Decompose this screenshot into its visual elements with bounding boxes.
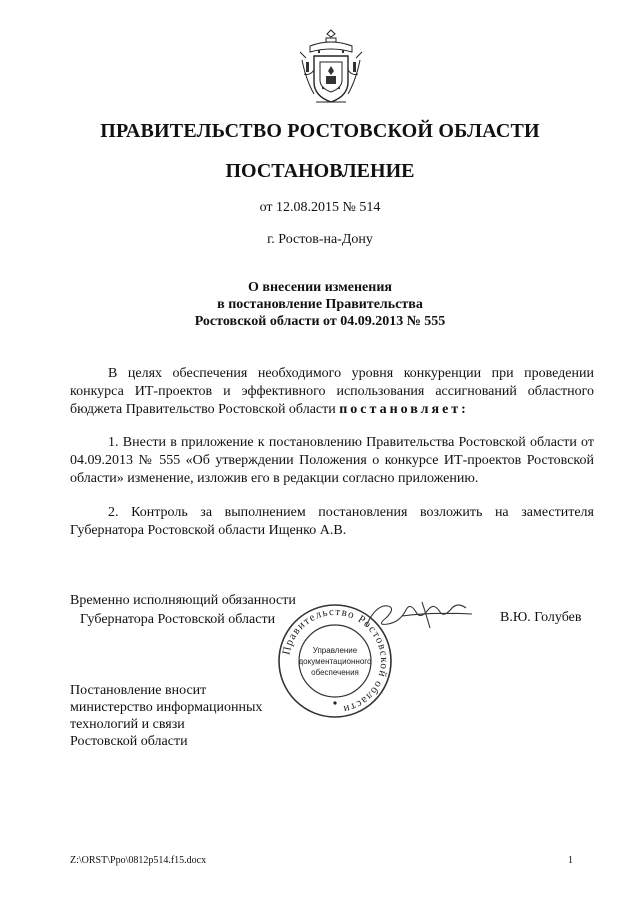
- signer-name: В.Ю. Голубев: [500, 610, 582, 625]
- document-type: ПОСТАНОВЛЕНИЕ: [225, 160, 415, 182]
- document-city: г. Ростов-на-Дону: [267, 232, 373, 247]
- footer-page-number: 1: [568, 855, 573, 866]
- coat-of-arms-icon: [296, 26, 366, 108]
- document-date-number: от 12.08.2015 № 514: [259, 200, 381, 215]
- stamp-inner-line: Управление: [312, 646, 358, 655]
- resolution-item-2: 2. Контроль за выполнением постановления возложить на заместителя Губернатора Ростовской области Ищенко А.В.: [70, 505, 594, 538]
- official-stamp: [276, 602, 394, 720]
- document-subject: [0, 279, 640, 330]
- introduced-by-line: Постановление вносит: [70, 683, 207, 698]
- footer-file-path: Z:\ORST\Ppo\0812p514.f15.docx: [70, 855, 207, 866]
- subject-line: О внесении изменения: [248, 280, 392, 295]
- signer-position-line2: Губернатора Ростовской области: [80, 612, 276, 627]
- resolution-item-1: 1. Внести в приложение к постановлению Правительства Ростовской области от 04.09.2013 № 555 «Об утверждении Положения о конкурсе ИТ-проектов Ростовской области» изменение, изложив его в редакции согласно приложению.: [70, 435, 594, 486]
- introduced-by-line: Ростовской области: [70, 734, 188, 749]
- stamp-inner-line: обеспечения: [311, 668, 359, 677]
- organization-title: ПРАВИТЕЛЬСТВО РОСТОВСКОЙ ОБЛАСТИ: [100, 120, 540, 142]
- subject-line: в постановление Правительства: [217, 297, 423, 312]
- subject-line: Ростовской области от 04.09.2013 № 555: [194, 314, 446, 329]
- introduced-by-line: технологий и связи: [70, 717, 185, 732]
- preamble-paragraph: [70, 365, 594, 419]
- resolves-word: постановляет:: [339, 402, 469, 417]
- introduced-by-block: [70, 682, 262, 750]
- stamp-inner-line: документационного: [298, 657, 372, 666]
- signer-position-line1: Временно исполняющий обязанности: [70, 593, 296, 608]
- preamble-text: В целях обеспечения необходимого уровня конкуренции при проведении конкурса ИТ-проектов и эффективного использования ассигнований областного бюджета Правительство Ростовской области: [70, 366, 594, 417]
- introduced-by-line: министерство информационных: [70, 700, 263, 715]
- stamp-outer-text: Правительство Ростовской области: [280, 605, 391, 716]
